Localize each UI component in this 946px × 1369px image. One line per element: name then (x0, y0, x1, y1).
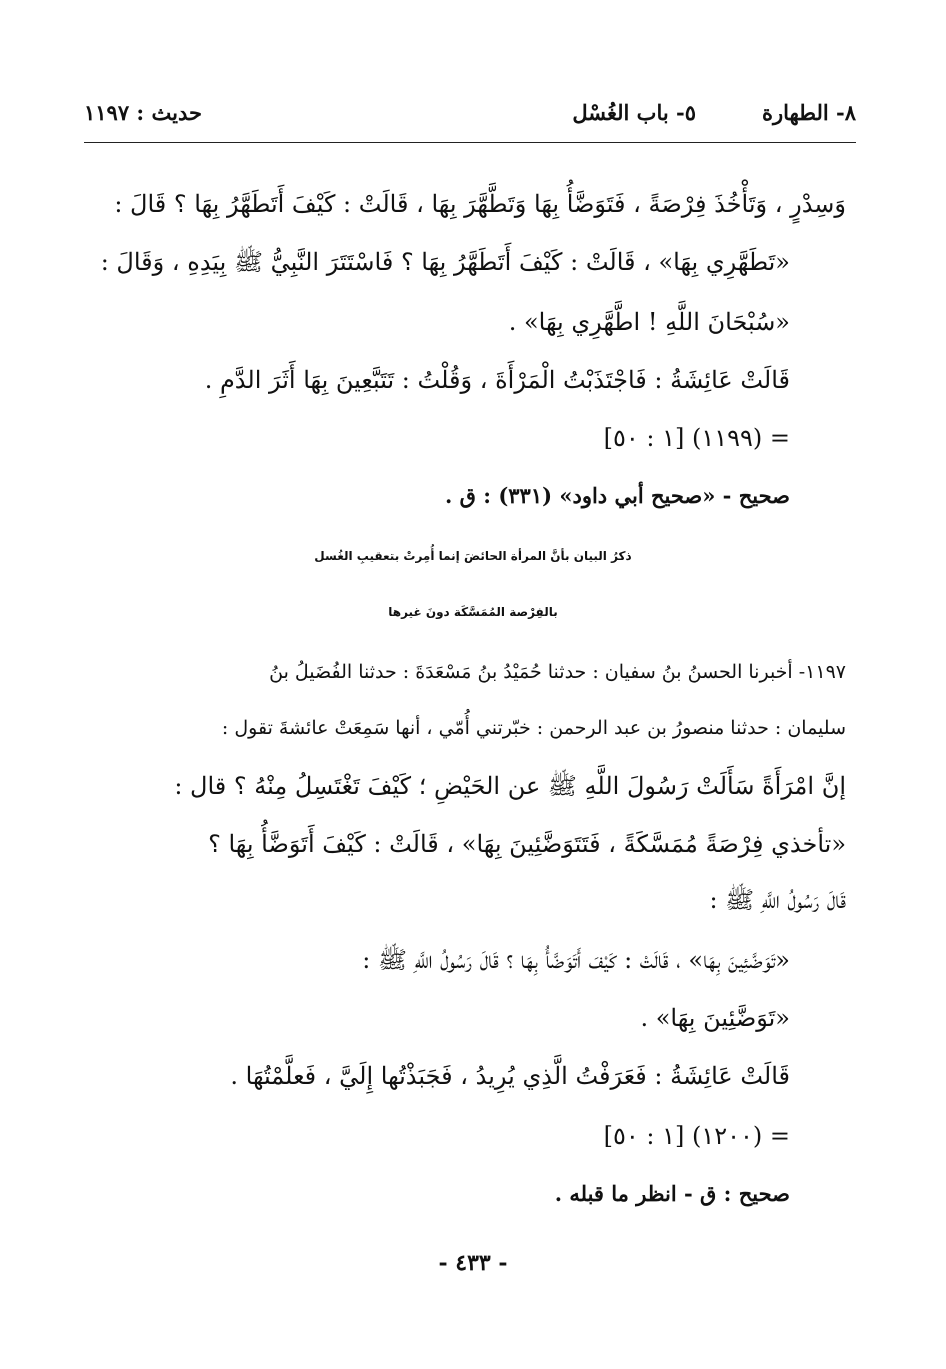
citation: = (١٢٠٠) [١ : ٥٠] (603, 1122, 790, 1150)
text-line: «تَطَهَّرِي بِهَا» ، قَالَتْ : كَيْفَ أَتَطَهَّرُ بِهَا ؟ فَاسْتَتَرَ النَّبِيُّ ﷺ بِيَدِهِ ، وَقَالَ : (100, 248, 790, 276)
text-line: «سُبْحَانَ اللَّهِ ! اطَّهَّرِي بِهَا» . (508, 308, 790, 336)
chapter-heading-line-2: بالفِرْصة المُمَسَّكَة دونَ غيرها (388, 605, 558, 619)
citation: = (١١٩٩) [١ : ٥٠] (603, 424, 790, 452)
isnad-line: سليمان : حدثنا منصورُ بن عبد الرحمن : خبّرتني أُمّي ، أنها سَمِعَتْ عائشةَ تقول : (221, 717, 846, 739)
grading: صحيح : ق - انظر ما قبله . (554, 1181, 790, 1206)
matn-line: قَالَ رَسُولُ اللَّهِ ﷺ : (709, 886, 846, 914)
chapter-heading-line-1: ذكرُ البيان بأنَّ المرأة الحائضَ إنما أُمِرتْ بتعقيبِ الغُسل (314, 549, 632, 563)
grading: صحيح - «صحيح أبي داود» (٣٣١) : ق . (445, 483, 790, 508)
matn-line: إنَّ امْرَأَةً سَأَلَتْ رَسُولَ اللَّهِ ﷺ عن الحَيْضِ ؛ كَيْفَ تَغْتَسِلُ مِنْهُ ؟ قال : (174, 772, 846, 800)
section-title: ٥- باب الغُسْل (572, 100, 696, 125)
page-number: - ٤٣٣ - (438, 1250, 508, 1276)
isnad-line: ١١٩٧- أخبرنا الحسنُ بنُ سفيان : حدثنا حُمَيْدُ بنُ مَسْعَدَةَ : حدثنا الفُضَيلُ بنُ (269, 661, 846, 683)
matn-line: قَالَتْ عَائِشَةُ : فَعَرَفْتُ الَّذِي يُرِيدُ ، فَجَبَذْتُها إِلَيَّ ، فَعلَّمْتُهَا . (230, 1062, 790, 1090)
matn-line: «تَوَضَّئِينَ بِهَا» ، قَالَتْ : كَيْفَ أَتَوَضَّأُ بِهَا ؟ قَالَ رَسُولُ اللَّهِ ﷺ : (362, 946, 790, 974)
hadith-reference: حديث : ١١٩٧ (84, 100, 202, 125)
text-line: قَالَتْ عَائِشَةُ : فَاجْتَذَبْتُ الْمَرْأَةَ ، وَقُلْتُ : تَتَبَّعِينَ بِهَا أَثَرَ الدَّمِ . (204, 366, 790, 394)
text-line: وَسِدْرٍ ، وَتَأْخُذَ فِرْصَةً ، فَتَوَضَّأُ بِهَا وَتَطَّهَّرَ بِهَا ، قَالَتْ : كَيْفَ أَتَطَهَّرُ بِهَا ؟ قَالَ : (114, 190, 846, 218)
matn-line: «تَوَضَّئِينَ بِهَا» . (640, 1004, 790, 1032)
matn-line: «تأخذي فِرْصَةً مُمَسَّكَةً ، فَتَتَوَضَّئِينَ بِهَا» ، قَالَتْ : كَيْفَ أَتَوَضَّأُ بِهَا ؟ (208, 830, 846, 858)
chapter-title: ٨- الطهارة (762, 100, 856, 125)
header-rule (84, 142, 856, 143)
